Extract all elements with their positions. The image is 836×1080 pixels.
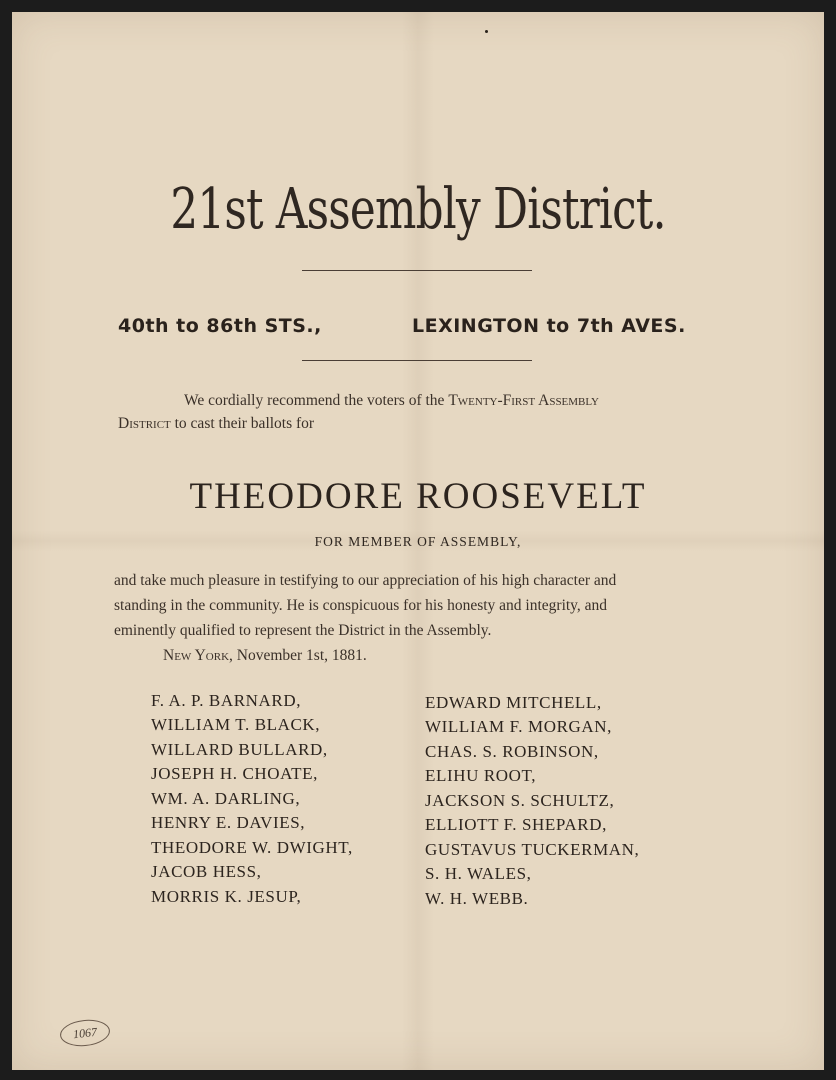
- signer: ELIHU ROOT,: [425, 766, 537, 785]
- document-title: 21st Assembly District.: [170, 177, 666, 242]
- signer: F. A. P. BARNARD,: [151, 691, 302, 710]
- signer: HENRY E. DAVIES,: [151, 813, 306, 832]
- intro-text: We cordially recommend the voters of the: [184, 392, 445, 409]
- top-rule: [302, 270, 532, 271]
- signer: JOSEPH H. CHOATE,: [151, 764, 318, 783]
- broadside-sheet: [12, 12, 824, 1070]
- signer: MORRIS K. JESUP,: [151, 887, 302, 906]
- intro-line-1: [184, 392, 599, 410]
- signer: ELLIOTT F. SHEPARD,: [425, 815, 607, 834]
- body-line-3: eminently qualified to represent the District in the Assembly.: [114, 622, 492, 639]
- signer: S. H. WALES,: [425, 864, 532, 883]
- catalog-number-stamp: 1067: [59, 1017, 111, 1048]
- signer: W. H. WEBB.: [425, 889, 529, 908]
- dateline-date: November 1st, 1881.: [236, 647, 367, 664]
- middle-rule: [302, 360, 532, 361]
- district-name: Twenty-First Assembly: [448, 392, 599, 409]
- dateline: [163, 647, 367, 665]
- signer: JACOB HESS,: [151, 862, 262, 881]
- signer: EDWARD MITCHELL,: [425, 693, 602, 712]
- body-line-2: standing in the community. He is conspicuous for his honesty and integrity, and: [114, 597, 608, 614]
- streets-left: 40th to 86th STS.,: [118, 315, 322, 337]
- signer: WILLIAM T. BLACK,: [151, 715, 321, 734]
- signer: GUSTAVUS TUCKERMAN,: [425, 840, 640, 859]
- signer: CHAS. S. ROBINSON,: [425, 742, 599, 761]
- signer: WM. A. DARLING,: [151, 789, 301, 808]
- district-word: District: [118, 415, 171, 432]
- office-line: FOR MEMBER OF ASSEMBLY,: [314, 534, 522, 549]
- dateline-place: New York,: [163, 647, 233, 664]
- candidate-name: THEODORE ROOSEVELT: [189, 476, 647, 517]
- ink-speck: [485, 30, 488, 33]
- streets-right: LEXINGTON to 7th AVES.: [412, 315, 686, 337]
- intro-text-end: to cast their ballots for: [174, 415, 315, 432]
- body-line-1: and take much pleasure in testifying to our appreciation of his high character and: [114, 572, 617, 589]
- intro-line-2: [118, 415, 314, 433]
- signer: WILLIAM F. MORGAN,: [425, 717, 612, 736]
- signer: JACKSON S. SCHULTZ,: [425, 791, 615, 810]
- signer: THEODORE W. DWIGHT,: [151, 838, 353, 857]
- signer: WILLARD BULLARD,: [151, 740, 328, 759]
